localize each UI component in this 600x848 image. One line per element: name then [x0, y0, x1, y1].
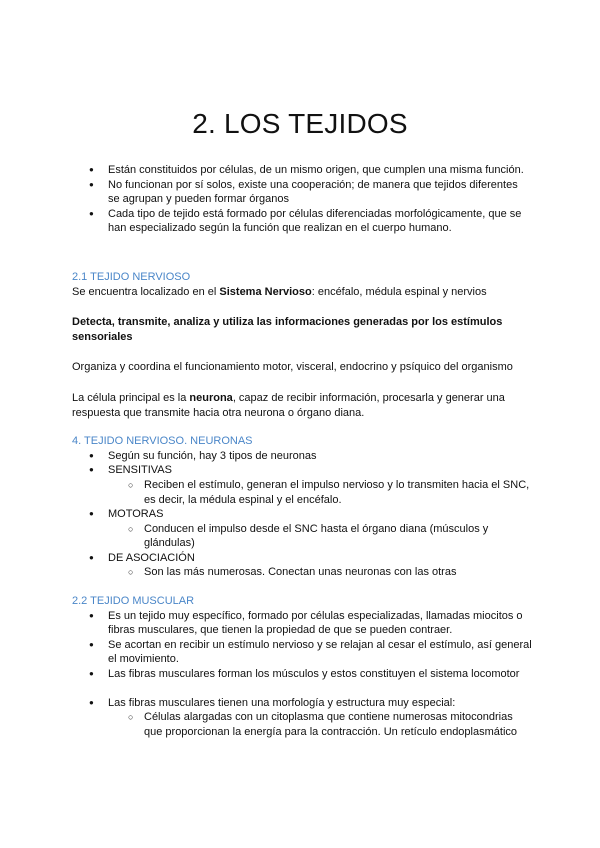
paragraph-nervioso-detecta [72, 315, 532, 344]
section-heading-neuronas: 4. TEJIDO NERVIOSO. NEURONAS [72, 435, 253, 448]
sublist-item: ○ Células alargadas con un citoplasma que contiene numerosas mitocondrias que proporcionan la energía para la contracción. Un retículo endoplasmático [108, 710, 532, 739]
list-item: ● Se acortan en recibir un estímulo nervioso y se relajan al cesar el estímulo, así general el movimiento. [72, 638, 532, 667]
list-item [72, 551, 532, 580]
list-item: ● Según su función, hay 3 tipos de neuronas [72, 449, 532, 464]
text-run: : encéfalo, médula espinal y nervios [311, 285, 487, 298]
list-item-label: SENSITIVAS [108, 464, 172, 477]
muscular-list [72, 609, 532, 682]
muscular-list-2 [72, 696, 532, 740]
list-item: ● Cada tipo de tejido está formado por células diferenciadas morfológicamente, que se han especializado según la función que realizan en el cuerpo humano. [72, 207, 532, 236]
section-heading-muscular: 2.2 TEJIDO MUSCULAR [72, 595, 195, 608]
list-item-label: MOTORAS [108, 508, 164, 521]
bold-text: Sistema Nervioso [219, 285, 312, 298]
text-run: Se encuentra localizado en el [72, 285, 220, 298]
text-run: La célula principal es la [72, 391, 190, 404]
list-item: ● Es un tejido muy específico, formado por células especializadas, llamadas miocitos o fibras musculares, que tienen la propiedad de que se pueden contraer. [72, 609, 532, 638]
neuronas-list [72, 449, 532, 580]
sublist [108, 710, 532, 739]
sublist-item: ○ Reciben el estímulo, generan el impulso nervioso y lo transmiten hacia el SNC, es decir, la médula espinal y el encéfalo. [108, 478, 532, 507]
bold-text: Detecta, transmite, analiza y utiliza las informaciones generadas por los estímulos sensoriales [72, 316, 503, 343]
sublist-item: ○ Son las más numerosas. Conectan unas neuronas con las otras [108, 565, 532, 580]
bold-text: neurona [189, 391, 233, 404]
intro-list [72, 163, 532, 236]
list-item: ● Las fibras musculares forman los músculos y estos constituyen el sistema locomotor [72, 667, 532, 682]
list-item [72, 696, 532, 740]
sublist [108, 565, 532, 580]
list-item: ● Están constituidos por células, de un mismo origen, que cumplen una misma función. [72, 163, 532, 178]
list-item [72, 463, 532, 507]
paragraph-nervioso-neurona [72, 391, 532, 420]
list-item: ● No funcionan por sí solos, existe una cooperación; de manera que tejidos diferentes se agrupan y pueden formar órganos [72, 178, 532, 207]
list-item [72, 507, 532, 551]
list-item-label: Las fibras musculares tienen una morfología y estructura muy especial: [108, 696, 456, 709]
sublist [108, 522, 532, 551]
paragraph-nervioso-organiza: Organiza y coordina el funcionamiento motor, visceral, endocrino y psíquico del organismo [72, 361, 513, 374]
paragraph-nervioso-location [72, 285, 532, 300]
text-run: , capaz de recibir información, procesarla y generar una respuesta que transmite hacia otra neurona o órgano diana. [72, 391, 505, 419]
section-heading-nervioso: 2.1 TEJIDO NERVIOSO [72, 270, 191, 283]
sublist [108, 478, 532, 507]
sublist-item: ○ Conducen el impulso desde el SNC hasta el órgano diana (músculos y glándulas) [108, 522, 532, 551]
document-body [72, 163, 532, 739]
list-item-label: DE ASOCIACIÓN [108, 551, 195, 564]
page-title: 2. LOS TEJIDOS [192, 108, 408, 139]
